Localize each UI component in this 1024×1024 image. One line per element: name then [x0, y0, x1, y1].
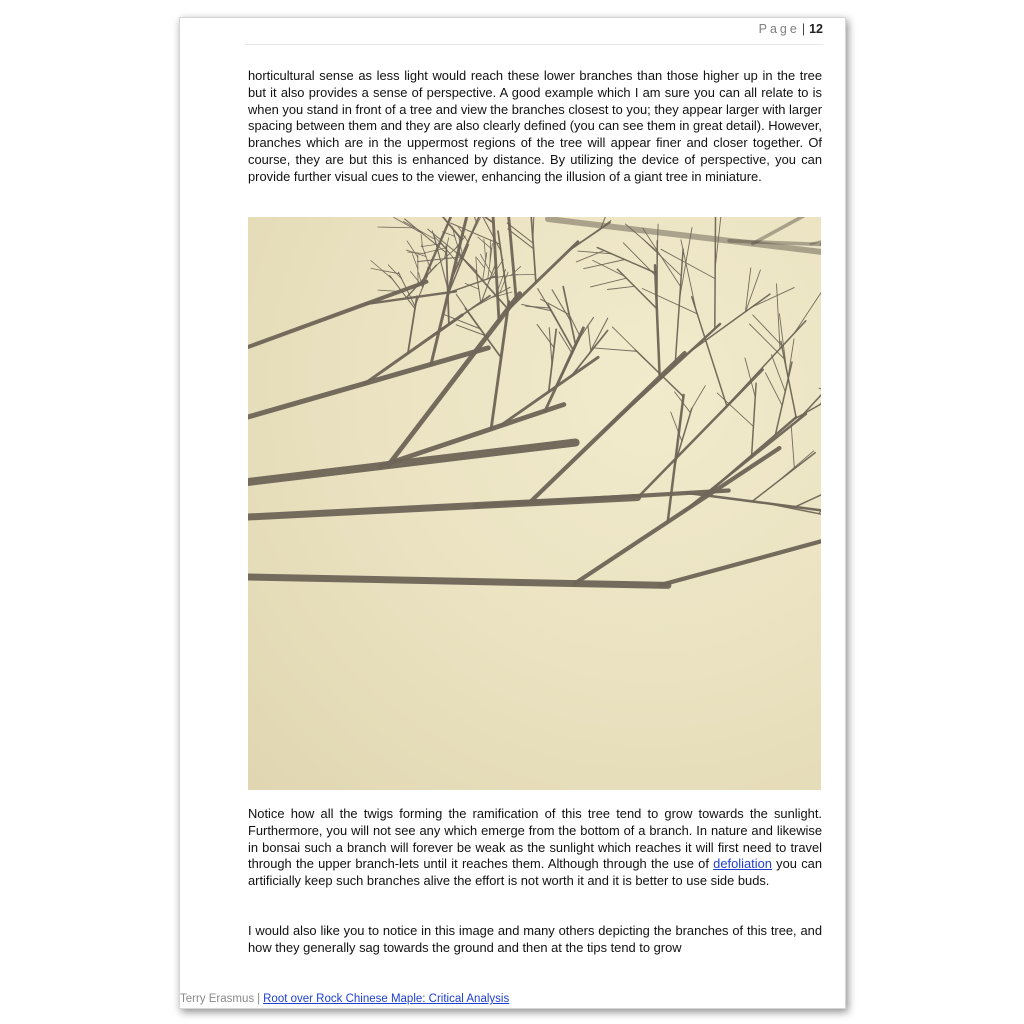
branch-twig	[639, 370, 762, 496]
document-page	[179, 17, 846, 1009]
branch-twig	[537, 324, 554, 347]
branch-twig	[418, 217, 494, 223]
branch-twig	[753, 217, 821, 244]
page-header	[245, 18, 823, 45]
branch-twig	[715, 218, 716, 329]
branch-twig	[779, 451, 814, 481]
paragraph-sagging-branches: I would also like you to notice in this image and many others depicting the branches of this tree, and how they generally sag towards the ground and then at the tips tend to grow	[248, 923, 822, 955]
branch-twig	[597, 248, 655, 273]
branch-twig	[579, 317, 593, 338]
branch-twig	[795, 280, 822, 333]
branch-twig	[506, 242, 578, 311]
branch-twig	[549, 328, 552, 365]
branch-twig	[422, 245, 431, 271]
paragraph-perspective: horticultural sense as less light would reach these lower branches than those higher up in the tree but it also provides a sense of perspective. A good example which I am sure you can all relate to is when you stand in front of a tree and view the branches closest to you; they appear larger with larger spacing between them and they are also clearly defined (you can see them in great detail). However, branches which are in the uppermost regions of the tree will appear finer and closer together. Of course, they are but this is enhanced by distance. By utilizing the device of perspective, you can provide further visual cues to the viewer, enhancing the illusion of a giant tree in miniature.	[248, 68, 822, 184]
branch-twig	[371, 261, 393, 280]
branch-twig	[819, 388, 821, 412]
branch-twig	[541, 299, 570, 314]
branch-twig	[465, 260, 476, 271]
bonsai-branches-photo	[248, 217, 821, 790]
branch-twig	[660, 528, 821, 585]
branch-twig	[692, 386, 706, 409]
branch-twig	[791, 425, 794, 468]
header-separator: |	[801, 22, 806, 36]
page-label: Page	[758, 22, 800, 36]
branch-twig	[752, 288, 795, 308]
branch-twig	[248, 577, 668, 585]
branch-twig	[248, 443, 576, 483]
branch-twig	[797, 345, 821, 420]
branch-twig	[753, 315, 782, 345]
branch-twig	[795, 464, 821, 507]
page-footer	[180, 993, 509, 1005]
footer-author: Terry Erasmus	[180, 993, 255, 1005]
branch-twig	[584, 260, 625, 269]
paragraph-sunlight-text: Notice how all the twigs forming the ramification of this tree tend to grow towards the sunlight. Furthermore, you will not see any which emerge from the bottom of a branch. In nature and likewise in bonsai such a branch will forever be weak as the sunlight which reaches it will first need to travel through the upper branch-lets until it reaches them. Although through the use of	[248, 806, 822, 872]
branch-twig	[404, 222, 435, 240]
branch-twig	[668, 395, 684, 522]
footer-title-link[interactable]: Root over Rock Chinese Maple: Critical Analysis	[263, 993, 510, 1005]
footer-separator: |	[257, 993, 261, 1005]
defoliation-link[interactable]: defoliation	[713, 856, 772, 872]
branch-twig	[771, 355, 785, 392]
branch-twig	[378, 227, 416, 228]
branch-twig	[685, 414, 806, 511]
paragraph-sunlight	[248, 806, 822, 890]
branch-twig	[591, 278, 627, 287]
branch-twig	[484, 239, 486, 259]
branch-twig	[588, 325, 591, 351]
branch-twig	[793, 388, 821, 419]
branch-twig	[692, 297, 727, 407]
branch-twig	[752, 383, 757, 457]
branch-twig	[607, 286, 634, 289]
page-number: 12	[809, 22, 823, 36]
paragraph-sunlight-text-end: you can artificially keep such branches alive the effort is not worth it and it is better to use side buds.	[248, 856, 823, 889]
branches-illustration	[248, 217, 821, 790]
branch-twig	[515, 274, 536, 275]
branch-twig	[569, 313, 581, 337]
branch-twig	[787, 339, 794, 384]
branch-twig	[690, 294, 770, 351]
branch-twig	[394, 217, 423, 233]
branch-twig	[248, 282, 427, 347]
branch-twig	[592, 348, 637, 352]
branch-twig	[533, 217, 535, 240]
branch-twig	[405, 219, 447, 253]
branch-twig	[406, 265, 437, 298]
branch-twig	[612, 327, 645, 360]
branch-twig	[811, 219, 821, 244]
branch-twig	[642, 289, 697, 314]
